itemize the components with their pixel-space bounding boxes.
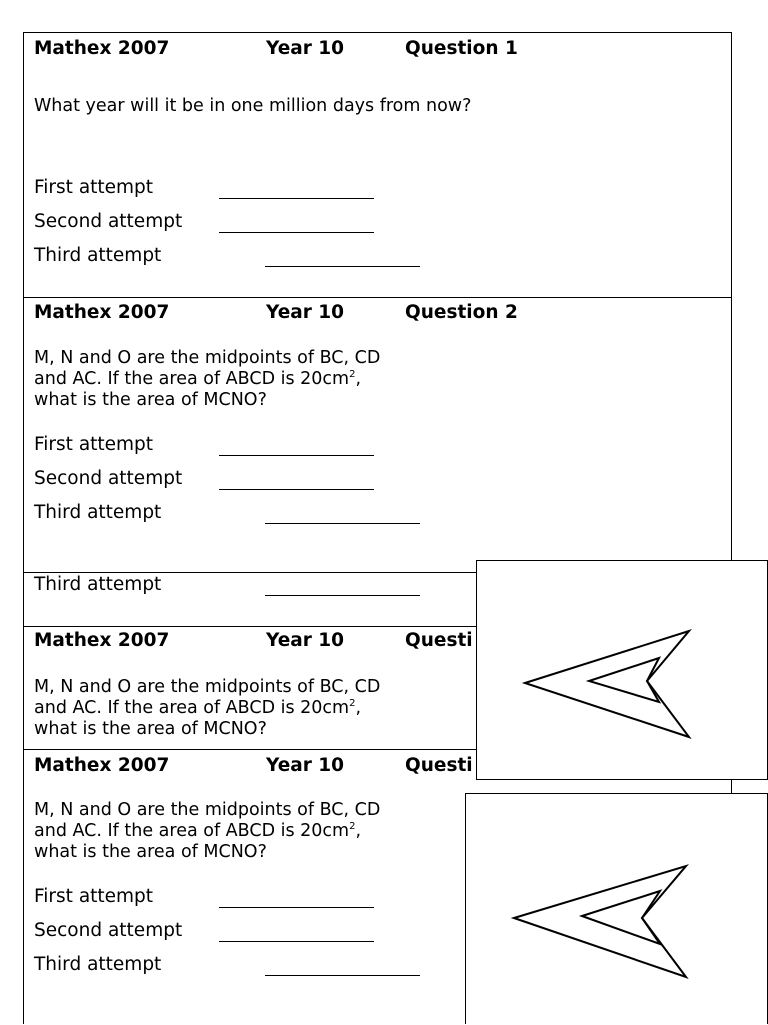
second-attempt-label: Second attempt (34, 468, 183, 489)
card-title: Mathex 2007 (34, 38, 170, 59)
card-year: Year 10 (266, 38, 345, 59)
punctuation: , (355, 369, 362, 389)
card-question-number: Question 1 (405, 38, 518, 59)
card-question-number: Questi (405, 755, 473, 776)
superscript: 2 (349, 698, 356, 709)
question-line: what is the area of MCNO? (34, 390, 267, 410)
card-title: Mathex 2007 (34, 302, 170, 323)
second-attempt-answer-line[interactable] (219, 232, 374, 233)
card-title: Mathex 2007 (34, 755, 170, 776)
first-attempt-label: First attempt (34, 434, 154, 455)
question-line (34, 698, 380, 719)
arrowhead-figure-1 (476, 560, 768, 780)
question-line: what is the area of MCNO? (34, 719, 267, 739)
third-attempt-label: Third attempt (34, 954, 162, 975)
superscript: 2 (349, 369, 356, 380)
card-question-number: Questi (405, 630, 473, 651)
question-line (34, 821, 380, 842)
card-year: Year 10 (266, 302, 345, 323)
inner-arrowhead (582, 891, 660, 944)
question-line: What year will it be in one million days from now? (34, 96, 472, 116)
third-attempt-answer-line[interactable] (265, 266, 420, 267)
third-attempt-answer-line[interactable] (265, 523, 420, 524)
question-line-text: and AC. If the area of ABCD is 20cm (34, 698, 350, 718)
punctuation: , (355, 698, 362, 718)
card-question-number: Question 2 (405, 302, 518, 323)
question-line: M, N and O are the midpoints of BC, CD (34, 677, 381, 697)
second-attempt-answer-line[interactable] (219, 941, 374, 942)
question-line-text: and AC. If the area of ABCD is 20cm (34, 369, 350, 389)
arrowhead-figure-2 (465, 793, 768, 1024)
question-text (34, 96, 471, 117)
second-attempt-label: Second attempt (34, 920, 183, 941)
third-attempt-label: Third attempt (34, 245, 162, 266)
question-text (34, 348, 380, 411)
question-card-2 (23, 297, 732, 573)
arrowhead-diagram-icon (466, 794, 768, 1025)
question-line-text: and AC. If the area of ABCD is 20cm (34, 821, 350, 841)
second-attempt-answer-line[interactable] (219, 489, 374, 490)
punctuation: , (355, 821, 362, 841)
first-attempt-answer-line[interactable] (219, 455, 374, 456)
superscript: 2 (349, 821, 356, 832)
third-attempt-answer-line[interactable] (265, 975, 420, 976)
third-attempt-label: Third attempt (34, 502, 162, 523)
first-attempt-answer-line[interactable] (219, 907, 374, 908)
inner-arrowhead (589, 658, 659, 702)
question-line: what is the area of MCNO? (34, 842, 267, 862)
first-attempt-label: First attempt (34, 886, 154, 907)
question-line: M, N and O are the midpoints of BC, CD (34, 348, 381, 368)
question-line: M, N and O are the midpoints of BC, CD (34, 800, 381, 820)
third-attempt-label: Third attempt (34, 574, 162, 595)
first-attempt-label: First attempt (34, 177, 154, 198)
card-year: Year 10 (266, 630, 345, 651)
second-attempt-label: Second attempt (34, 211, 183, 232)
first-attempt-answer-line[interactable] (219, 198, 374, 199)
card-year: Year 10 (266, 755, 345, 776)
third-attempt-answer-line[interactable] (265, 595, 420, 596)
question-text (34, 800, 380, 863)
question-text (34, 677, 380, 740)
question-card-1 (23, 32, 732, 298)
question-line (34, 369, 380, 390)
outer-arrowhead (525, 631, 689, 737)
card-title: Mathex 2007 (34, 630, 170, 651)
arrowhead-diagram-icon (477, 561, 768, 781)
